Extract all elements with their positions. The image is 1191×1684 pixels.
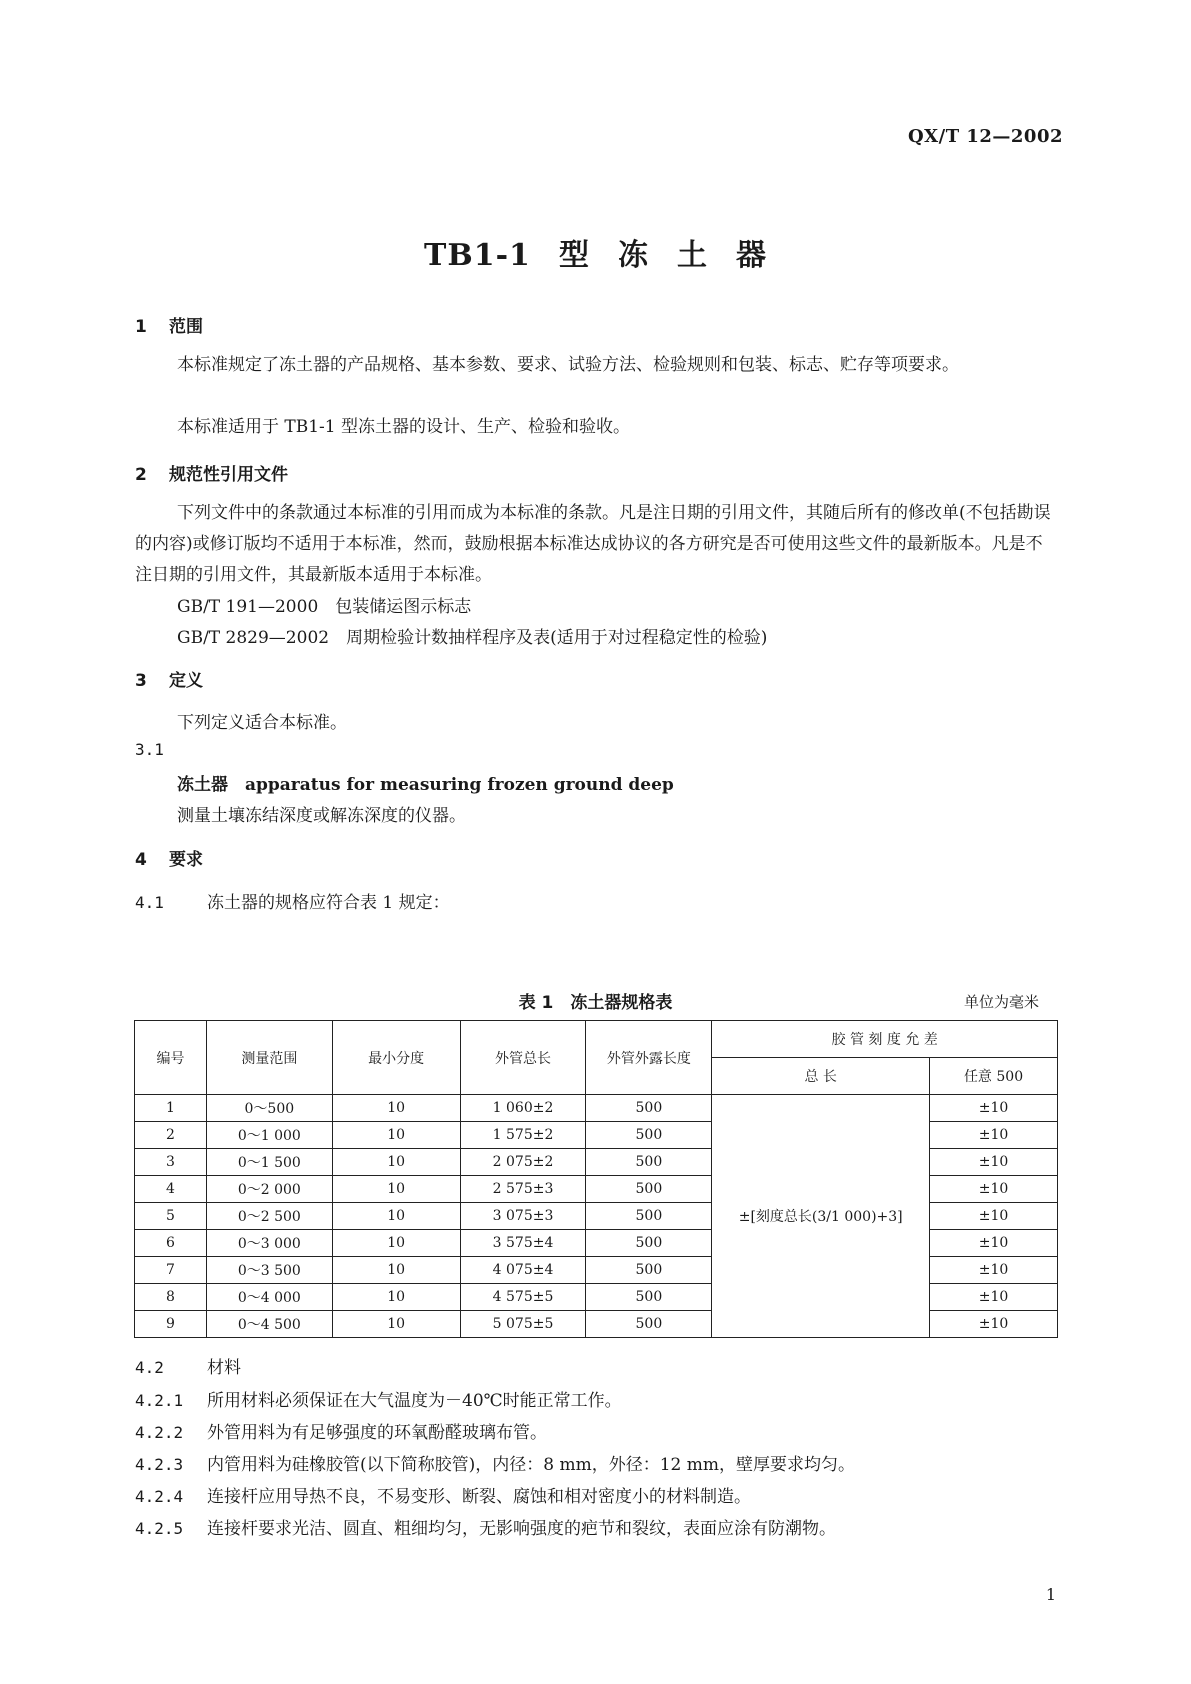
clause-4-2-2: 4.2.2 外管用料为有足够强度的环氧酚醛玻璃布管。 <box>135 1423 547 1443</box>
cell: ±10 <box>930 1284 1058 1311</box>
cell: 500 <box>586 1284 712 1311</box>
clause-4-2-4: 4.2.4 连接杆应用导热不良，不易变形、断裂、腐蚀和相对密度小的材料制造。 <box>135 1487 751 1507</box>
clause-4-2-5: 4.2.5 连接杆要求光洁、圆直、粗细均匀，无影响强度的疤节和裂纹，表面应涂有防潮物。 <box>135 1519 836 1539</box>
cell: 10 <box>332 1311 460 1338</box>
cell: 6 <box>135 1230 207 1257</box>
header-cell: 任意 500 <box>930 1058 1058 1095</box>
standard-code: QX/T 12—2002 <box>907 126 1063 147</box>
cell: ±10 <box>930 1122 1058 1149</box>
cell: 3 <box>135 1149 207 1176</box>
section-2-paragraph: 下列文件中的条款通过本标准的引用而成为本标准的条款。凡是注日期的引用文件，其随后所有的修改单(不包括勘误的内容)或修订版均不适用于本标准，然而，鼓励根据本标准达成协议的各方研究是否可使用这些文件的最新版本。凡是不注日期的引用文件，其最新版本适用于本标准。 <box>135 503 1051 585</box>
cell: 2 <box>135 1122 207 1149</box>
cell: 0～2 000 <box>206 1176 332 1203</box>
cell: ±10 <box>930 1311 1058 1338</box>
cell: ±10 <box>930 1149 1058 1176</box>
subsection-3-1-number: 3.1 <box>135 740 164 759</box>
section-1-paragraph-1: 本标准规定了冻土器的产品规格、基本参数、要求、试验方法、检验规则和包装、标志、贮存等项要求。 <box>177 355 959 375</box>
title-word: 冻 <box>617 238 649 273</box>
cell: ±10 <box>930 1230 1058 1257</box>
cell: 1 <box>135 1095 207 1122</box>
cell: 500 <box>586 1176 712 1203</box>
cell: 10 <box>332 1095 460 1122</box>
header-cell: 胶 管 刻 度 允 差 <box>712 1021 1058 1058</box>
cell: ±10 <box>930 1095 1058 1122</box>
cell: 5 <box>135 1203 207 1230</box>
cell: 10 <box>332 1284 460 1311</box>
title-word: 土 <box>676 238 708 273</box>
header-cell: 测量范围 <box>206 1021 332 1095</box>
header-cell: 总 长 <box>712 1058 930 1095</box>
section-3-paragraph: 下列定义适合本标准。 <box>177 713 347 733</box>
section-number: 3 <box>135 671 147 691</box>
spec-table <box>134 1020 1058 1338</box>
cell: 500 <box>586 1257 712 1284</box>
cell: 4 <box>135 1176 207 1203</box>
header-cell: 最小分度 <box>332 1021 460 1095</box>
table-caption: 表 1 冻土器规格表 <box>518 993 673 1013</box>
cell: ±10 <box>930 1257 1058 1284</box>
section-title: 要求 <box>169 850 203 870</box>
cell: 7 <box>135 1257 207 1284</box>
cell: 2 075±2 <box>460 1149 586 1176</box>
cell: 1 575±2 <box>460 1122 586 1149</box>
cell: 1 060±2 <box>460 1095 586 1122</box>
clause-4-2-1: 4.2.1 所用材料必须保证在大气温度为－40℃时能正常工作。 <box>135 1391 622 1411</box>
section-number: 1 <box>135 317 147 337</box>
table-row <box>135 1095 1058 1122</box>
cell: 0～2 500 <box>206 1203 332 1230</box>
clause-4-2-3: 4.2.3 内管用料为硅橡胶管(以下简称胶管)，内径：8 mm，外径：12 mm，壁厚要求均匀。 <box>135 1455 855 1475</box>
cell: 500 <box>586 1122 712 1149</box>
reference-2: GB/T 2829—2002 周期检验计数抽样程序及表(适用于对过程稳定性的检验) <box>177 628 768 648</box>
cell: 3 075±3 <box>460 1203 586 1230</box>
cell: 500 <box>586 1311 712 1338</box>
section-2-heading <box>135 460 288 485</box>
cell: 10 <box>332 1230 460 1257</box>
cell: 3 575±4 <box>460 1230 586 1257</box>
clause-4-2: 4.2 材料 <box>135 1358 241 1378</box>
cell: 10 <box>332 1122 460 1149</box>
section-4-heading <box>135 845 203 870</box>
document-title <box>0 230 1191 274</box>
cell: 4 575±5 <box>460 1284 586 1311</box>
cell: 0～500 <box>206 1095 332 1122</box>
title-word: 型 <box>558 238 590 273</box>
cell: 10 <box>332 1257 460 1284</box>
cell: 10 <box>332 1203 460 1230</box>
cell: 0～3 000 <box>206 1230 332 1257</box>
clause-4-1: 4.1 冻土器的规格应符合表 1 规定： <box>135 893 450 913</box>
cell: 5 075±5 <box>460 1311 586 1338</box>
section-1-heading <box>135 312 203 337</box>
header-cell: 编号 <box>135 1021 207 1095</box>
cell: ±10 <box>930 1176 1058 1203</box>
section-number: 4 <box>135 850 147 870</box>
table-unit: 单位为毫米 <box>963 993 1039 1011</box>
header-cell: 外管外露长度 <box>586 1021 712 1095</box>
cell: 10 <box>332 1149 460 1176</box>
cell: 0～4 000 <box>206 1284 332 1311</box>
section-title: 范围 <box>169 317 203 337</box>
merged-total-tolerance-cell: ±[刻度总长(3/1 000)+3] <box>712 1095 930 1338</box>
cell: 4 075±4 <box>460 1257 586 1284</box>
cell: 8 <box>135 1284 207 1311</box>
cell: 0～1 000 <box>206 1122 332 1149</box>
page-number: 1 <box>1045 1585 1056 1604</box>
cell: 500 <box>586 1230 712 1257</box>
cell: 500 <box>586 1095 712 1122</box>
cell: 2 575±3 <box>460 1176 586 1203</box>
cell: 500 <box>586 1203 712 1230</box>
term-definition-text: 测量土壤冻结深度或解冻深度的仪器。 <box>177 806 466 826</box>
cell: 500 <box>586 1149 712 1176</box>
cell: 10 <box>332 1176 460 1203</box>
reference-1: GB/T 191—2000 包装储运图示标志 <box>177 597 472 617</box>
title-word: TB1-1 <box>424 238 531 273</box>
term-definition-title: 冻土器 apparatus for measuring frozen ground deep <box>177 775 674 795</box>
section-title: 规范性引用文件 <box>169 465 288 485</box>
header-cell: 外管总长 <box>460 1021 586 1095</box>
cell: ±10 <box>930 1203 1058 1230</box>
cell: 0～1 500 <box>206 1149 332 1176</box>
section-1-paragraph-2: 本标准适用于 TB1-1 型冻土器的设计、生产、检验和验收。 <box>177 417 631 437</box>
cell: 0～4 500 <box>206 1311 332 1338</box>
section-number: 2 <box>135 465 147 485</box>
section-title: 定义 <box>169 671 203 691</box>
cell: 0～3 500 <box>206 1257 332 1284</box>
section-3-heading <box>135 666 203 691</box>
cell: 9 <box>135 1311 207 1338</box>
title-word: 器 <box>735 238 767 273</box>
